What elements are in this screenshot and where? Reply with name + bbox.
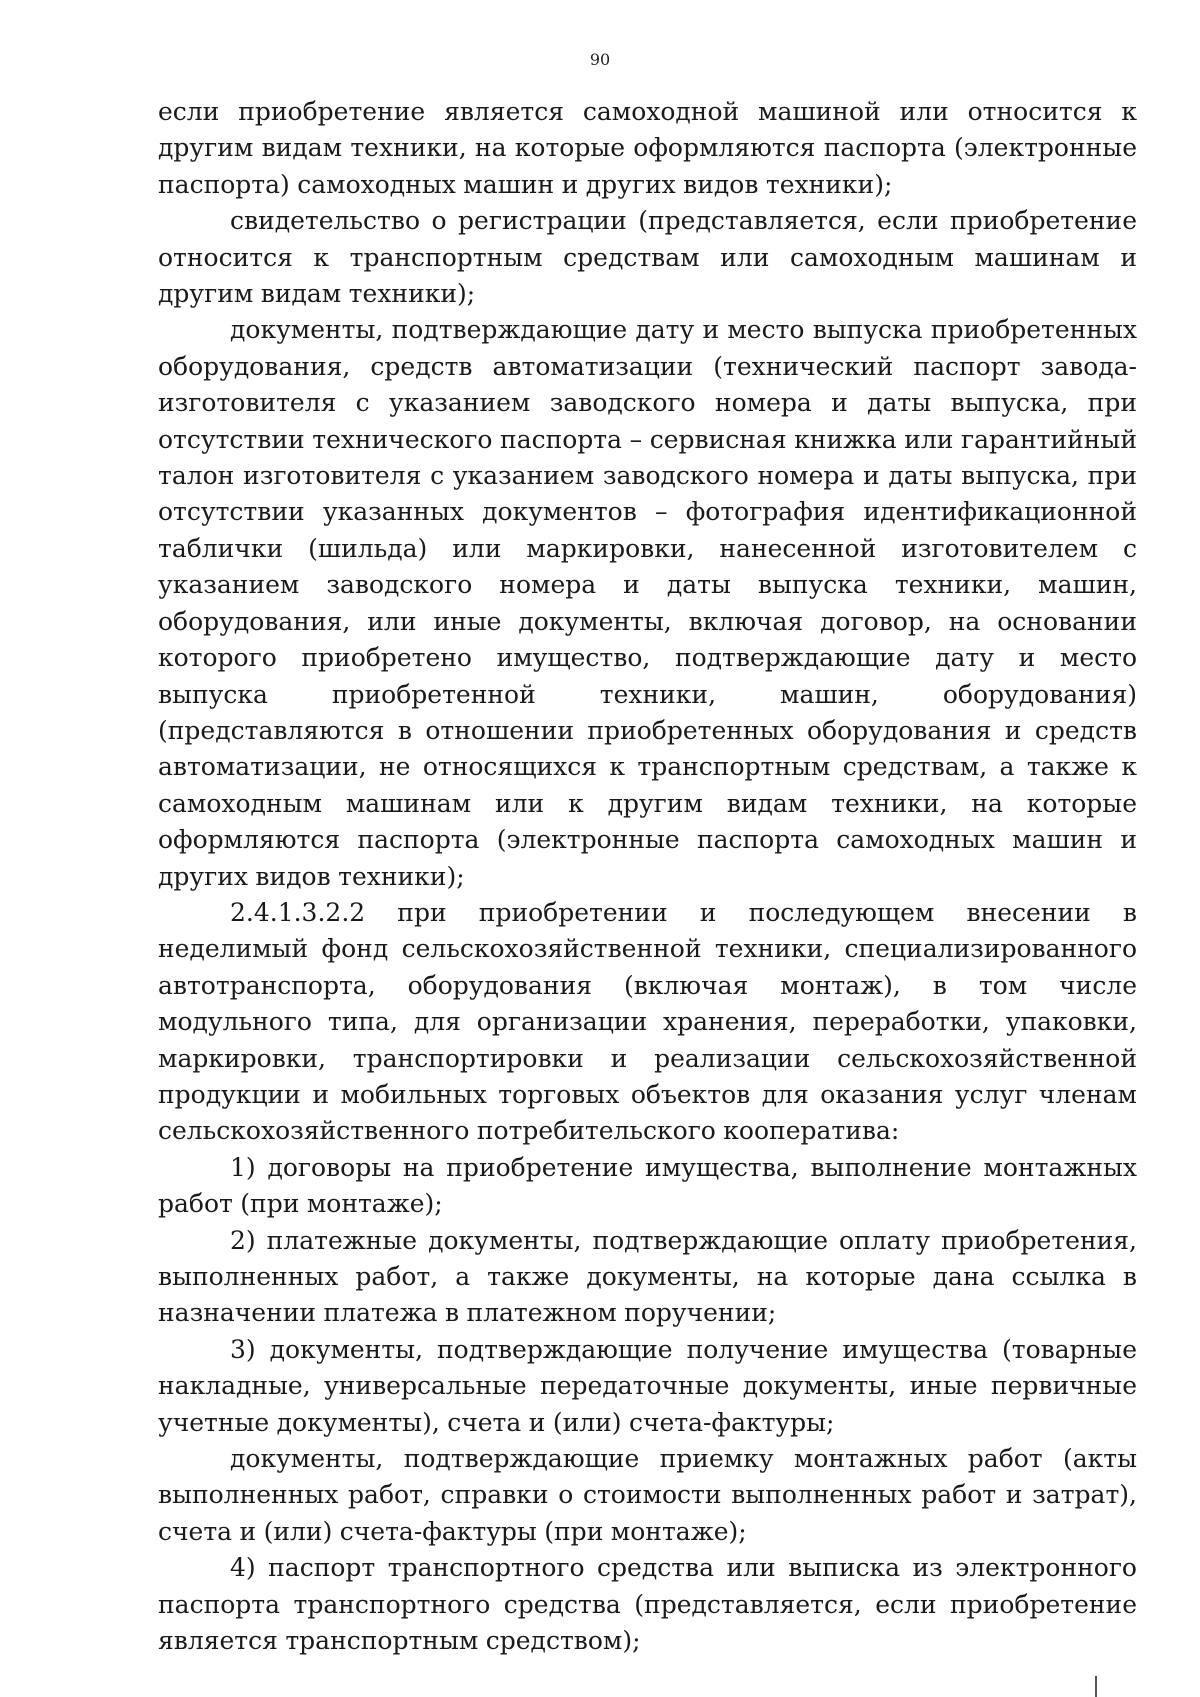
list-item-3-receipt-documents: 3) документы, подтверждающие получение имущества (товарные накладные, универсальные передаточные документы, иные первичные учетные документы), счета и (или) счета-фактуры; <box>158 1334 1137 1437</box>
paragraph-section-2-4-1-3-2-2: 2.4.1.3.2.2 при приобретении и последующем внесении в неделимый фонд сельскохозяйственной техники, специализированного автотранспорта, оборудования (включая монтаж), в том числе модульного типа, для организации хранения, переработки, упаковки, маркировки, транспортировки и реализации сельскохозяйственной продукции и мобильных торговых объектов для оказания услуг членам сельскохозяйственного потребительского кооператива: <box>158 897 1137 1146</box>
page-number: 90 <box>589 50 611 69</box>
paragraph-release-documents: документы, подтверждающие дату и место выпуска приобретенных оборудования, средств автоматизации (технический паспорт завода-изготовителя с указанием заводского номера и даты выпуска, при отсутствии технического паспорта – сервисная книжка или гарантийный талон изготовителя с указанием заводского номера и даты выпуска, при отсутствии указанных документов – фотография идентификационной таблички (шильда) или маркировки, нанесенной изготовителем с указанием заводского номера и даты выпуска техники, машин, оборудования, или иные документы, включая договор, на основании которого приобретено имущество, подтверждающие дату и место выпуска приобретенной техники, машин, оборудования) (представляются в отношении приобретенных оборудования и средств автоматизации, не относящихся к транспортным средствам, а также к самоходным машинам или к другим видам техники, на которые оформляются паспорта (электронные паспорта самоходных машин и других видов техники); <box>158 315 1137 891</box>
list-item-2-payment-documents: 2) платежные документы, подтверждающие оплату приобретения, выполненных работ, а также документы, на которые дана ссылка в назначении платежа в платежном поручении; <box>158 1225 1137 1328</box>
scan-edge-mark <box>1095 1676 1097 1697</box>
list-item-4-vehicle-passport: 4) паспорт транспортного средства или выписка из электронного паспорта транспортного средства (представляется, если приобретение является транспортным средством); <box>158 1553 1137 1656</box>
paragraph-installation-acceptance: документы, подтверждающие приемку монтажных работ (акты выполненных работ, справки о стоимости выполненных работ и затрат), счета и (или) счета-фактуры (при монтаже); <box>158 1444 1137 1546</box>
list-item-1-contracts: 1) договоры на приобретение имущества, выполнение монтажных работ (при монтаже); <box>158 1152 1137 1219</box>
paragraph-continuation: если приобретение является самоходной машиной или относится к другим видам техники, на которые оформляются паспорта (электронные паспорта) самоходных машин и других видов техники); <box>158 97 1137 199</box>
document-body <box>158 94 1137 1659</box>
paragraph-registration-certificate: свидетельство о регистрации (представляется, если приобретение относится к транспортным средствам или самоходным машинам и другим видам техники); <box>158 206 1137 309</box>
